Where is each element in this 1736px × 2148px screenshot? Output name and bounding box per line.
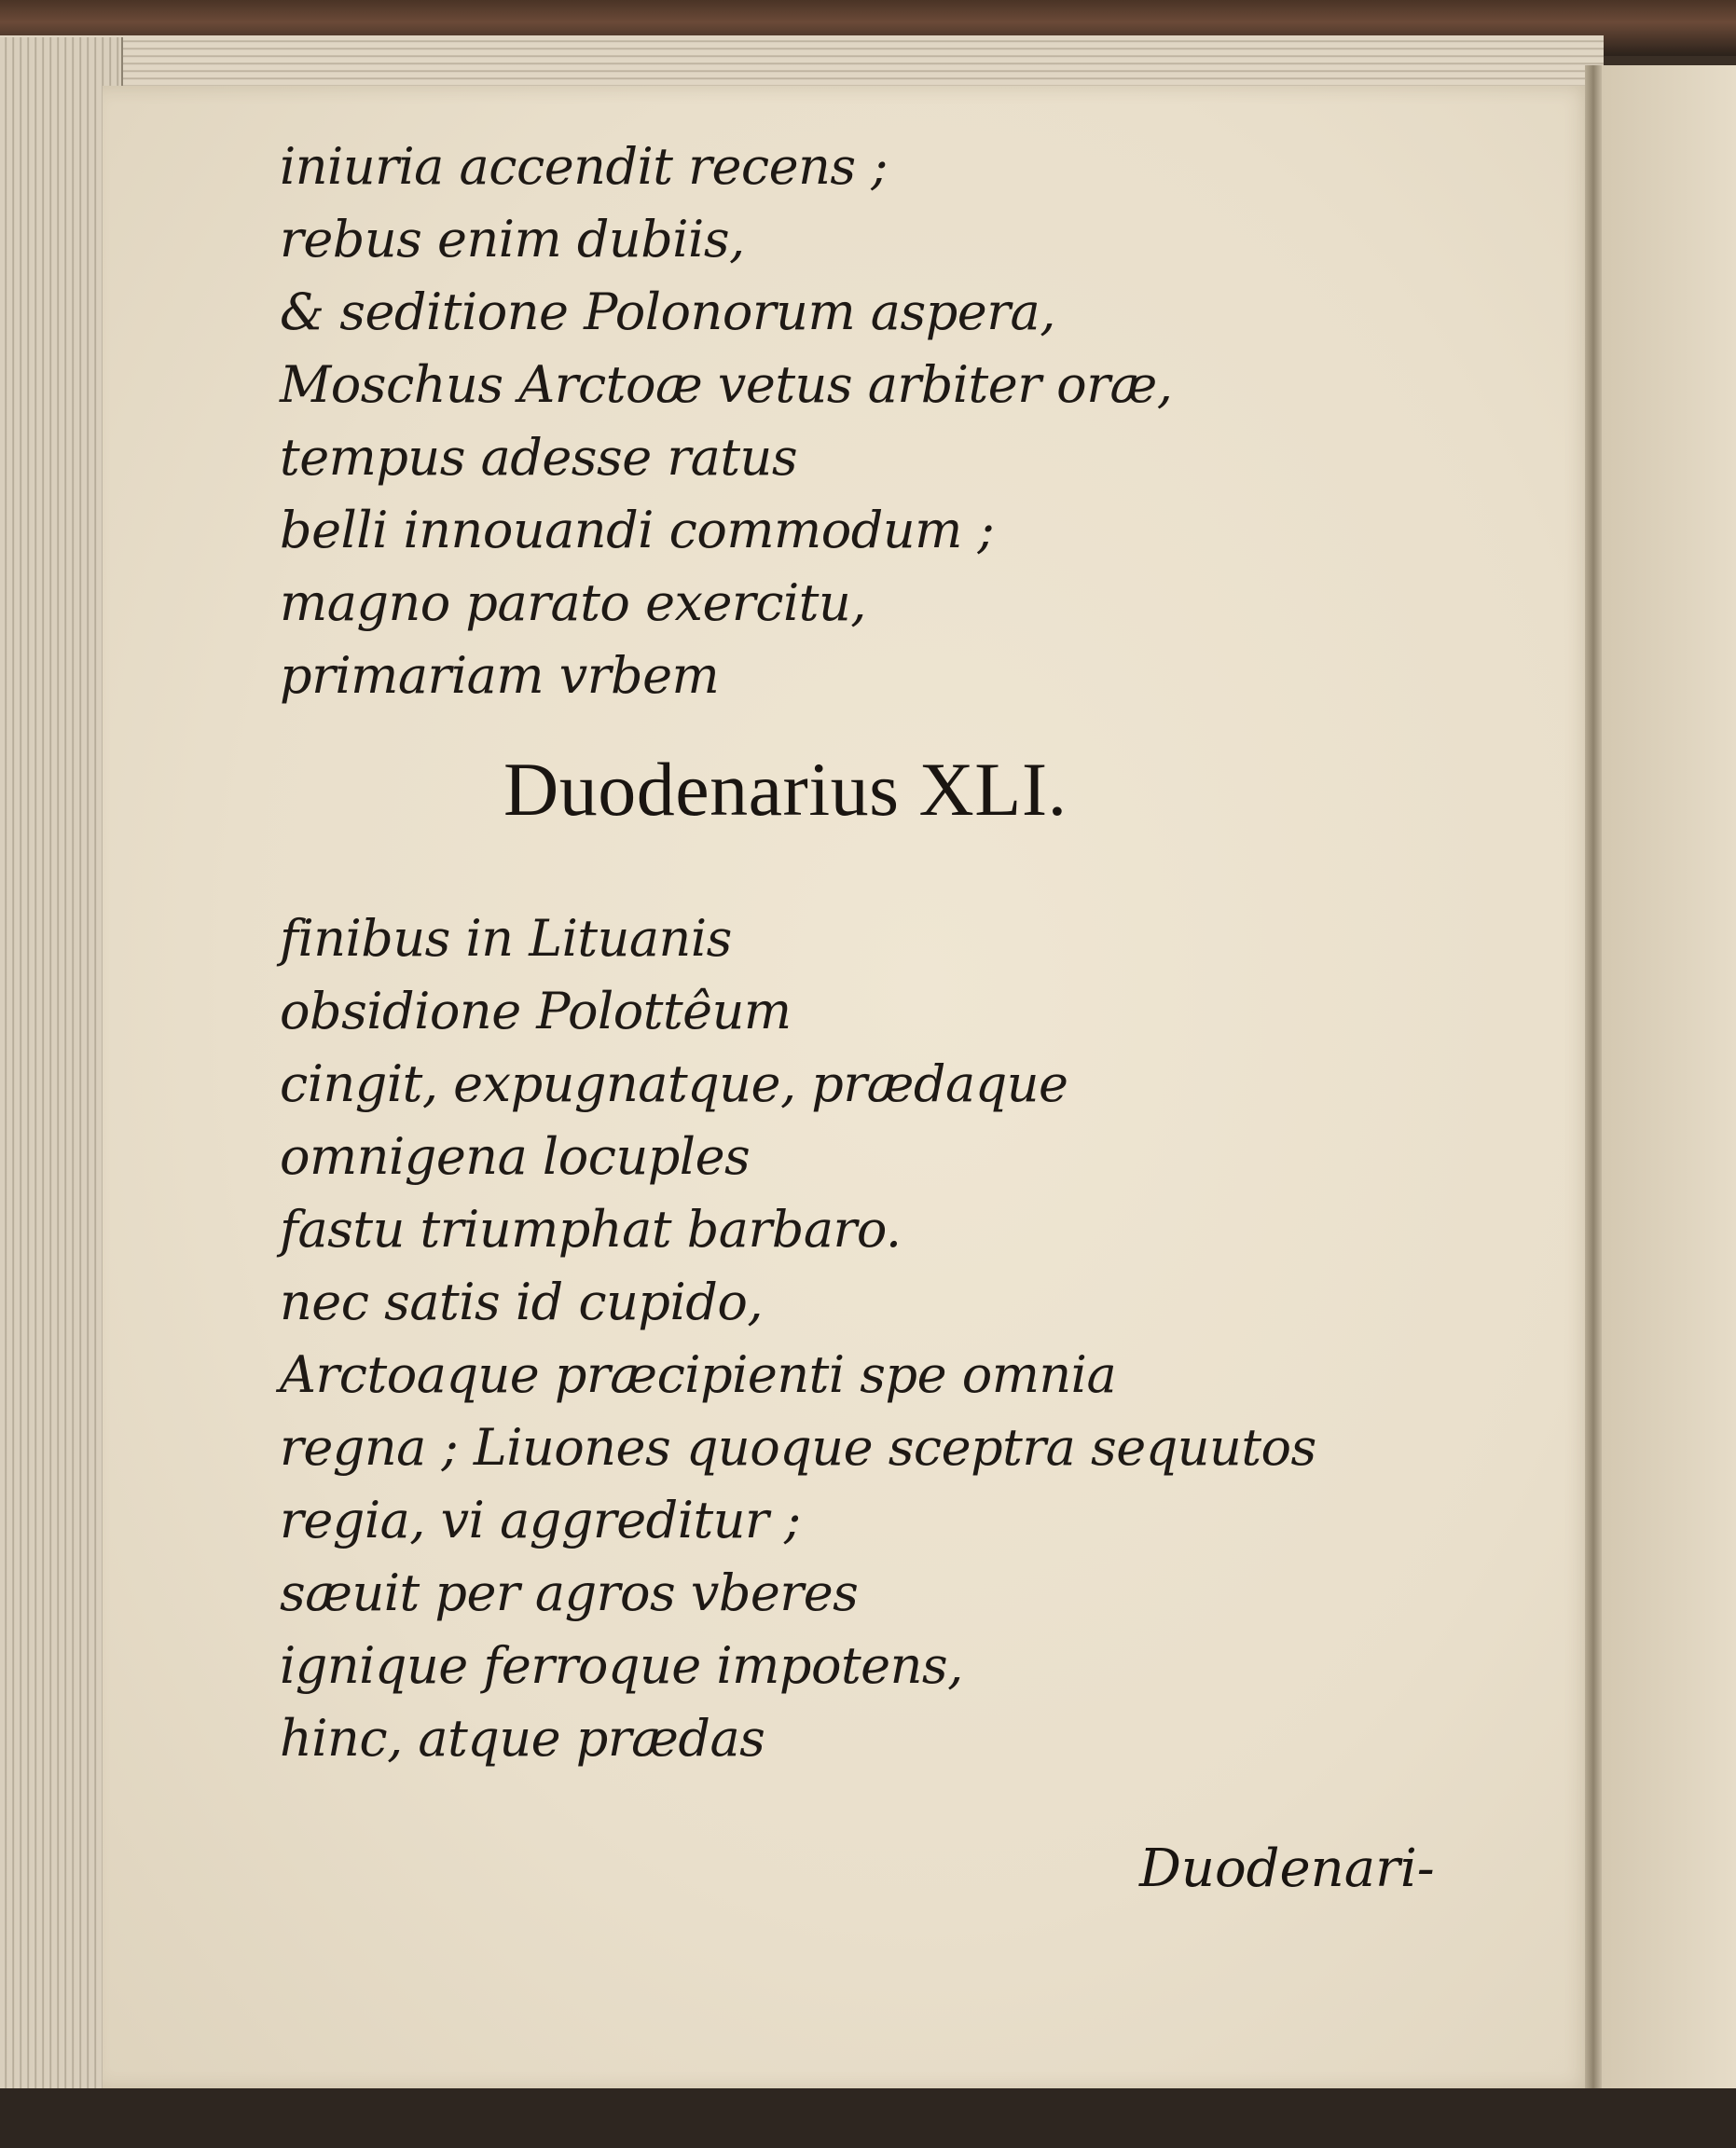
section-heading: Duodenarius XLI.: [503, 747, 1068, 832]
verse-line: fastu triumphat barbaro.: [280, 1200, 902, 1259]
verse-line: primariam vrbem: [280, 646, 720, 705]
verse-line: rebus enim dubiis,: [280, 210, 745, 268]
facing-page-edge: [1602, 65, 1736, 2107]
verse-line: omnigena locuples: [280, 1127, 751, 1186]
verse-line: tempus adesse ratus: [280, 428, 798, 487]
verse-line: regia, vi aggreditur ;: [280, 1491, 801, 1549]
verse-line: ignique ferroque impotens,: [280, 1636, 963, 1695]
verse-line: nec satis id cupido,: [280, 1273, 764, 1331]
verse-line: iniuria accendit recens ;: [280, 137, 888, 196]
bottom-verse-block: [280, 902, 1492, 1775]
verse-line: belli innouandi commodum ;: [280, 501, 995, 559]
verse-line: Arctoaque præcipienti spe omnia: [280, 1345, 1117, 1404]
verse-line: finibus in Lituanis: [280, 909, 732, 968]
verse-line: regna ; Liuones quoque sceptra sequutos: [280, 1418, 1316, 1477]
verse-line: & seditione Polonorum aspera,: [280, 282, 1055, 341]
verse-line: cingit, expugnatque, prædaque: [280, 1054, 1068, 1113]
book-bottom-edge: [0, 2088, 1736, 2148]
top-verse-block: [280, 131, 1492, 712]
verse-line: hinc, atque prædas: [280, 1709, 765, 1768]
book-gutter: [1585, 65, 1602, 2107]
catchword: Duodenari-: [1139, 1838, 1435, 1899]
page-edges-top: [0, 35, 1604, 91]
verse-line: Moschus Arctoæ vetus arbiter oræ,: [280, 355, 1173, 414]
verse-line: sæuit per agros vberes: [280, 1563, 859, 1622]
verse-line: obsidione Polottêum: [280, 982, 792, 1040]
verse-line: magno parato exercitu,: [280, 573, 866, 632]
